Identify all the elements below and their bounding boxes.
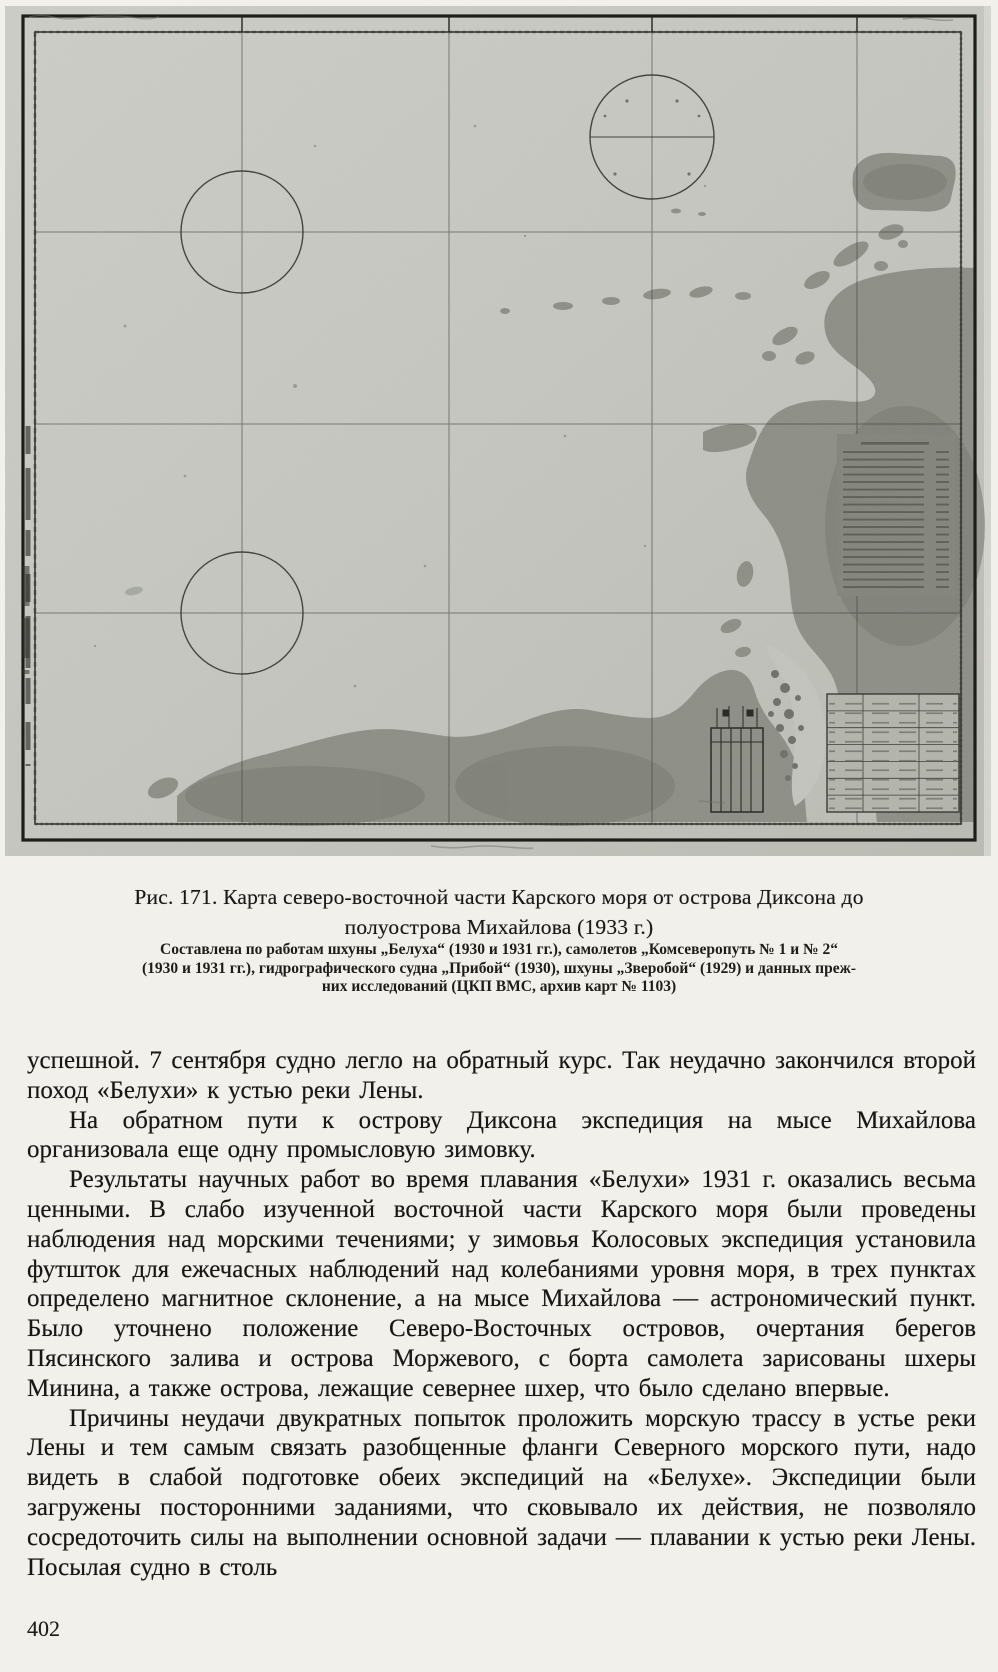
- caption-source-line1: Составлена по работам шхуны „Белуха“ (1930 и 1931 гг.), самолетов „Комсеверопуть № 1 и № 2“: [160, 941, 838, 958]
- caption-title-line2: полуострова Михайлова (1933 г.): [344, 915, 654, 939]
- page-number: 402: [27, 1616, 60, 1641]
- film-grain: [5, 6, 991, 856]
- map-photo: [5, 6, 991, 856]
- caption-source-line3: них исследований (ЦКП ВМС, архив карт № 1103): [321, 978, 677, 995]
- body-text: [27, 1046, 976, 1582]
- caption-title-line1: Рис. 171. Карта северо-восточной части Карского моря от острова Диксона до: [134, 885, 864, 909]
- paragraph-1: успешной. 7 сентября судно легло на обратный курс. Так неудачно закончился второй поход «Белухи» к устью реки Лены.: [27, 1047, 976, 1104]
- caption-source-line2: (1930 и 1931 гг.), гидрографического судна „Прибой“ (1930), шхуны „Зверобой“ (1929) и данных преж-: [142, 959, 856, 977]
- paragraph-3: Результаты научных работ во время плавания «Белухи» 1931 г. оказались весьма ценными. В слабо изученной восточной части Карского моря были проведены наблюдения над морскими течениями; у зимовья Колосовых экспедиция установила футшток для ежечасных наблюдений над колебаниями уровня моря, в трех пунктах определено магнитное склонение, а на мысе Михайлова — астрономический пункт. Было уточнено положение Северо-Восточных островов, очертания берегов Пясинского залива и острова Моржевого, с борта самолета зарисованы шхеры Минина, а также острова, лежащие севернее шхер, что было сделано впервые.: [27, 1166, 976, 1402]
- figure-caption-title: [0, 882, 998, 942]
- paragraph-4: Причины неудачи двукратных попыток проложить морскую трассу в устье реки Лены и тем самым связать разобщенные фланги Северного морского пути, надо видеть в слабой подготовке обеих экспедиций на «Белухе». Экспедиции были загружены посторонними заданиями, что сковывало их действия, не позволяло сосредоточить силы на выполнении основной задачи — плавании к устью реки Лены. Посылая судно в столь: [27, 1404, 976, 1581]
- map-illustration: [5, 6, 991, 856]
- paragraph-2: На обратном пути к острову Диксона экспедиция на мысе Михайлова организовала еще одну промысловую зимовку.: [27, 1106, 976, 1164]
- figure-caption-source: [0, 941, 998, 997]
